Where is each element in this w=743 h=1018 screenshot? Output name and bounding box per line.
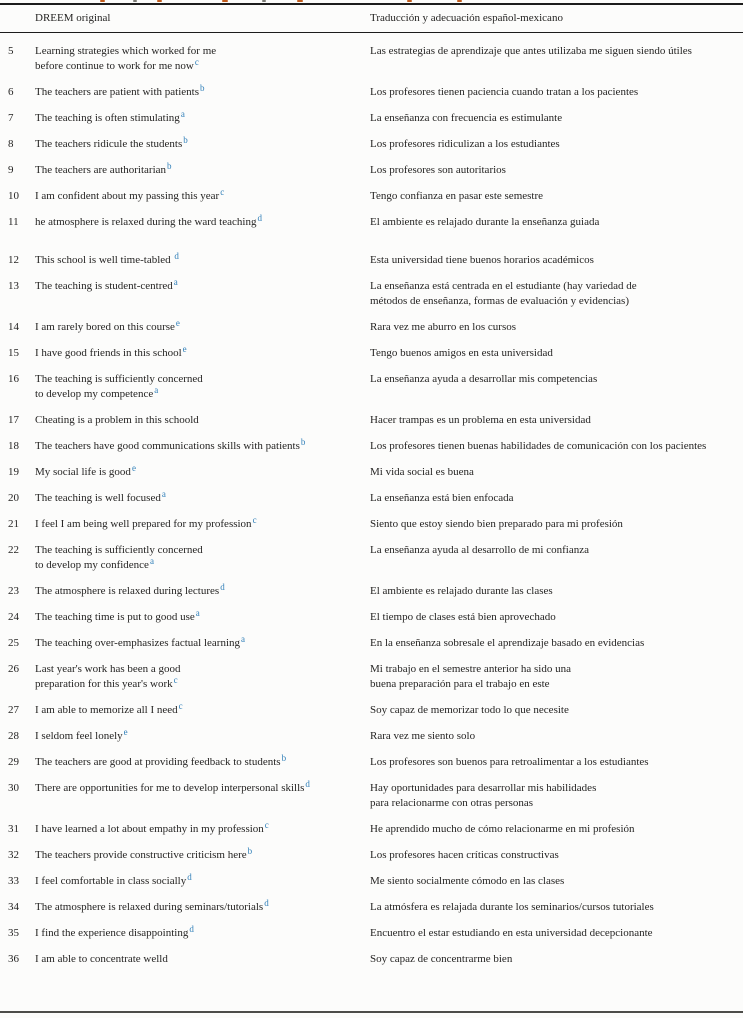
spanish-translation-text: Rara vez me aburro en los cursos (370, 321, 517, 333)
dreem-original-text: Learning strategies which worked for me before continue to work for me now$^c$ (35, 45, 217, 72)
spanish-translation-text: La enseñanza ayuda al desarrollo de mi confianza (370, 544, 589, 556)
table-row (0, 952, 743, 967)
superscript-note: c (220, 187, 225, 197)
dreem-original-text: There are opportunities for me to develop interpersonal skills$^d$ (35, 779, 310, 794)
item-number: 15 (8, 347, 19, 359)
table-row (0, 137, 743, 152)
item-number: 14 (8, 321, 19, 333)
spanish-translation-text: La atmósfera es relajada durante los seminarios/cursos tutoriales (370, 901, 654, 913)
item-number: 9 (8, 164, 14, 176)
item-number: 29 (8, 756, 19, 768)
spanish-translation-text: La enseñanza está centrada en el estudiante (hay variedad de métodos de enseñanza, formas de evaluación y evidencias) (370, 280, 637, 307)
dreem-original-header: DREEM original (35, 12, 111, 24)
clipped-text-fragment (100, 0, 105, 2)
dreem-original-text: I feel comfortable in class socially$^d$ (35, 872, 192, 887)
dreem-original-text: The teachers ridicule the students$^b$ (35, 135, 188, 150)
table-row (0, 755, 743, 770)
table-row (0, 584, 743, 599)
table-header-row (0, 5, 743, 33)
superscript-note: a (161, 489, 166, 499)
item-number: 6 (8, 86, 14, 98)
item-number: 35 (8, 927, 19, 939)
spanish-translation-text: Soy capaz de concentrarme bien (370, 953, 513, 965)
table-row (0, 189, 743, 204)
superscript-note: e (175, 318, 180, 328)
dreem-original-text: he atmosphere is relaxed during the ward teaching$^d$ (35, 213, 262, 228)
table-row (0, 517, 743, 532)
dreem-original-text: The teaching is student-centred$^a$ (35, 277, 178, 292)
spanish-translation-text: El ambiente es relajado durante las clases (370, 585, 553, 597)
superscript-note: d (220, 582, 225, 592)
spanish-translation-text: Mi vida social es buena (370, 466, 474, 478)
superscript-note: b (300, 437, 306, 447)
spanish-translation-text: La enseñanza está bien enfocada (370, 492, 514, 504)
dreem-original-text: This school is well time-tabled $^d$ (35, 251, 179, 266)
superscript-note: d (174, 251, 179, 261)
spanish-translation-text: Los profesores tienen paciencia cuando tratan a los pacientes (370, 86, 639, 98)
spanish-translation-text: Los profesores tienen buenas habilidades de comunicación con los pacientes (370, 440, 707, 452)
clipped-text-fragment (297, 0, 303, 2)
table-row (0, 543, 743, 573)
superscript-note: a (149, 556, 154, 566)
spanish-translation-text: Soy capaz de memorizar todo lo que necesite (370, 704, 569, 716)
table-row (0, 163, 743, 178)
item-number: 32 (8, 849, 19, 861)
item-number: 34 (8, 901, 19, 913)
table-rows (0, 33, 743, 967)
spanish-translation-text: Tengo confianza en pasar este semestre (370, 190, 544, 202)
clipped-text-fragment (457, 0, 462, 2)
item-number: 22 (8, 544, 19, 556)
dreem-original-text: I seldom feel lonely$^e$ (35, 727, 128, 742)
table-row (0, 372, 743, 402)
dreem-original-text: The teachers have good communications skills with patients$^b$ (35, 437, 306, 452)
superscript-note: e (123, 727, 128, 737)
spanish-translation-text: Esta universidad tiene buenos horarios académicos (370, 254, 594, 266)
spanish-translation-text: El tiempo de clases está bien aprovechado (370, 611, 556, 623)
superscript-note: d (264, 898, 269, 908)
superscript-note: e (131, 463, 136, 473)
superscript-note: e (182, 344, 187, 354)
dreem-original-text: Cheating is a problem in this schoold (35, 414, 199, 426)
spanish-translation-text: Me siento socialmente cómodo en las clases (370, 875, 565, 887)
item-number: 16 (8, 373, 19, 385)
dreem-original-text: The atmosphere is relaxed during lectures$^d$ (35, 582, 225, 597)
item-number: 36 (8, 953, 19, 965)
spanish-translation-text: Hacer trampas es un problema en esta universidad (370, 414, 591, 426)
clipped-text-fragment (222, 0, 228, 2)
clipped-text-fragment (133, 0, 137, 2)
table-row (0, 610, 743, 625)
item-number: 20 (8, 492, 19, 504)
spanish-translation-text: Las estrategias de aprendizaje que antes utilizaba me siguen siendo útiles (370, 45, 692, 57)
item-number: 10 (8, 190, 19, 202)
dreem-original-text: The teachers are authoritarian$^b$ (35, 161, 172, 176)
table-bottom-rule (0, 1011, 743, 1013)
table-row (0, 320, 743, 335)
table-row (0, 439, 743, 454)
item-number: 21 (8, 518, 19, 530)
dreem-original-text: I have good friends in this school$^e$ (35, 344, 187, 359)
item-number: 33 (8, 875, 19, 887)
spanish-translation-text: La enseñanza con frecuencia es estimulante (370, 112, 563, 124)
spanish-translation-text: Tengo buenos amigos en esta universidad (370, 347, 553, 359)
superscript-note: c (264, 820, 269, 830)
item-number: 25 (8, 637, 19, 649)
clipped-caption-strip (0, 0, 743, 3)
dreem-original-text: I am able to concentrate welld (35, 953, 168, 965)
clipped-text-fragment (157, 0, 162, 2)
spanish-translation-text: Los profesores hacen críticas constructivas (370, 849, 559, 861)
dreem-original-text: Last year's work has been a good preparation for this year's work$^c$ (35, 663, 181, 690)
superscript-note: d (187, 872, 192, 882)
superscript-note: d (257, 213, 262, 223)
spanish-translation-text: La enseñanza ayuda a desarrollar mis competencias (370, 373, 598, 385)
dreem-original-text: The teachers are patient with patients$^b$ (35, 83, 205, 98)
superscript-note: d (305, 779, 310, 789)
item-number: 30 (8, 782, 19, 794)
table-row (0, 703, 743, 718)
dreem-original-text: The teaching time is put to good use$^a$ (35, 608, 200, 623)
spanish-translation-text: Rara vez me siento solo (370, 730, 476, 742)
superscript-note: b (281, 753, 287, 763)
table-row (0, 279, 743, 309)
table-row (0, 781, 743, 811)
item-number: 27 (8, 704, 19, 716)
dreem-original-text: The teachers provide constructive criticism here$^b$ (35, 846, 253, 861)
table-row (0, 465, 743, 480)
superscript-note: b (167, 161, 172, 171)
item-number: 8 (8, 138, 14, 150)
superscript-note: b (247, 846, 253, 856)
dreem-original-text: The teaching is sufficiently concerned to develop my competence$^a$ (35, 373, 203, 400)
table-row (0, 926, 743, 941)
dreem-original-text: I am rarely bored on this course$^e$ (35, 318, 180, 333)
spanish-translation-text: Hay oportunidades para desarrollar mis habilidades para relacionarme con otras personas (370, 782, 597, 809)
superscript-note: c (194, 57, 199, 67)
superscript-note: c (178, 701, 183, 711)
table-row (0, 44, 743, 74)
dreem-original-text: The teaching is often stimulating$^a$ (35, 109, 185, 124)
item-number: 24 (8, 611, 19, 623)
table-row (0, 729, 743, 744)
table-row (0, 111, 743, 126)
superscript-note: a (241, 634, 246, 644)
item-number: 19 (8, 466, 19, 478)
item-number-header (0, 11, 35, 26)
spanish-translation-text: He aprendido mucho de cómo relacionarme en mi profesión (370, 823, 635, 835)
superscript-note: a (173, 277, 178, 287)
table-row (0, 822, 743, 837)
table-row (0, 848, 743, 863)
spanish-translation-text: Siento que estoy siendo bien preparado para mi profesión (370, 518, 623, 530)
superscript-note: a (195, 608, 200, 618)
superscript-note: b (183, 135, 188, 145)
clipped-text-fragment (407, 0, 412, 2)
item-number: 18 (8, 440, 19, 452)
clipped-text-fragment (262, 0, 266, 2)
dreem-original-text: The teaching is well focused$^a$ (35, 489, 166, 504)
item-number: 28 (8, 730, 19, 742)
item-number: 13 (8, 280, 19, 292)
spanish-translation-text: Los profesores son buenos para retroalimentar a los estudiantes (370, 756, 649, 768)
dreem-original-text: I feel I am being well prepared for my profession$^c$ (35, 515, 257, 530)
superscript-note: a (180, 109, 185, 119)
table-row (0, 491, 743, 506)
item-number: 17 (8, 414, 19, 426)
dreem-original-text: The atmosphere is relaxed during seminars/tutorials$^d$ (35, 898, 269, 913)
spanish-translation-text: En la enseñanza sobresale el aprendizaje basado en evidencias (370, 637, 645, 649)
dreem-original-text: The teaching is sufficiently concerned to develop my confidence$^a$ (35, 544, 203, 571)
dreem-original-text: I have learned a lot about empathy in my profession$^c$ (35, 820, 269, 835)
superscript-note: c (173, 675, 178, 685)
item-number: 5 (8, 45, 14, 57)
spanish-translation-text: Los profesores ridiculizan a los estudiantes (370, 138, 560, 150)
superscript-note: c (252, 515, 257, 525)
dreem-original-text: The teaching over-emphasizes factual learning$^a$ (35, 634, 246, 649)
superscript-note: d (189, 924, 194, 934)
dreem-original-text: My social life is good$^e$ (35, 463, 136, 478)
dreem-original-text: I am confident about my passing this year$^c$ (35, 187, 225, 202)
dreem-original-text: The teachers are good at providing feedback to students$^b$ (35, 753, 287, 768)
item-number: 11 (8, 216, 19, 228)
table-row (0, 636, 743, 651)
spanish-translation-text: El ambiente es relajado durante la enseñanza guiada (370, 216, 600, 228)
table-row (0, 346, 743, 361)
item-number: 31 (8, 823, 19, 835)
dreem-original-text: I find the experience disappointing$^d$ (35, 924, 194, 939)
dreem-original-text: I am able to memorize all I need$^c$ (35, 701, 183, 716)
spanish-translation-text: Encuentro el estar estudiando en esta universidad decepcionante (370, 927, 653, 939)
table-row (0, 413, 743, 428)
item-number: 26 (8, 663, 19, 675)
item-number: 7 (8, 112, 14, 124)
superscript-note: a (154, 385, 159, 395)
spanish-translation-text: Los profesores son autoritarios (370, 164, 506, 176)
table-row (0, 662, 743, 692)
item-number: 23 (8, 585, 19, 597)
item-number: 12 (8, 254, 19, 266)
spanish-translation-text: Mi trabajo en el semestre anterior ha sido una buena preparación para el trabajo en este (370, 663, 571, 690)
dreem-translation-table (0, 3, 743, 967)
spanish-translation-header: Traducción y adecuación español-mexicano (370, 12, 563, 24)
table-row (0, 874, 743, 889)
table-row (0, 85, 743, 100)
superscript-note: b (200, 83, 205, 93)
table-row (0, 215, 743, 230)
table-row (0, 900, 743, 915)
table-row (0, 253, 743, 268)
